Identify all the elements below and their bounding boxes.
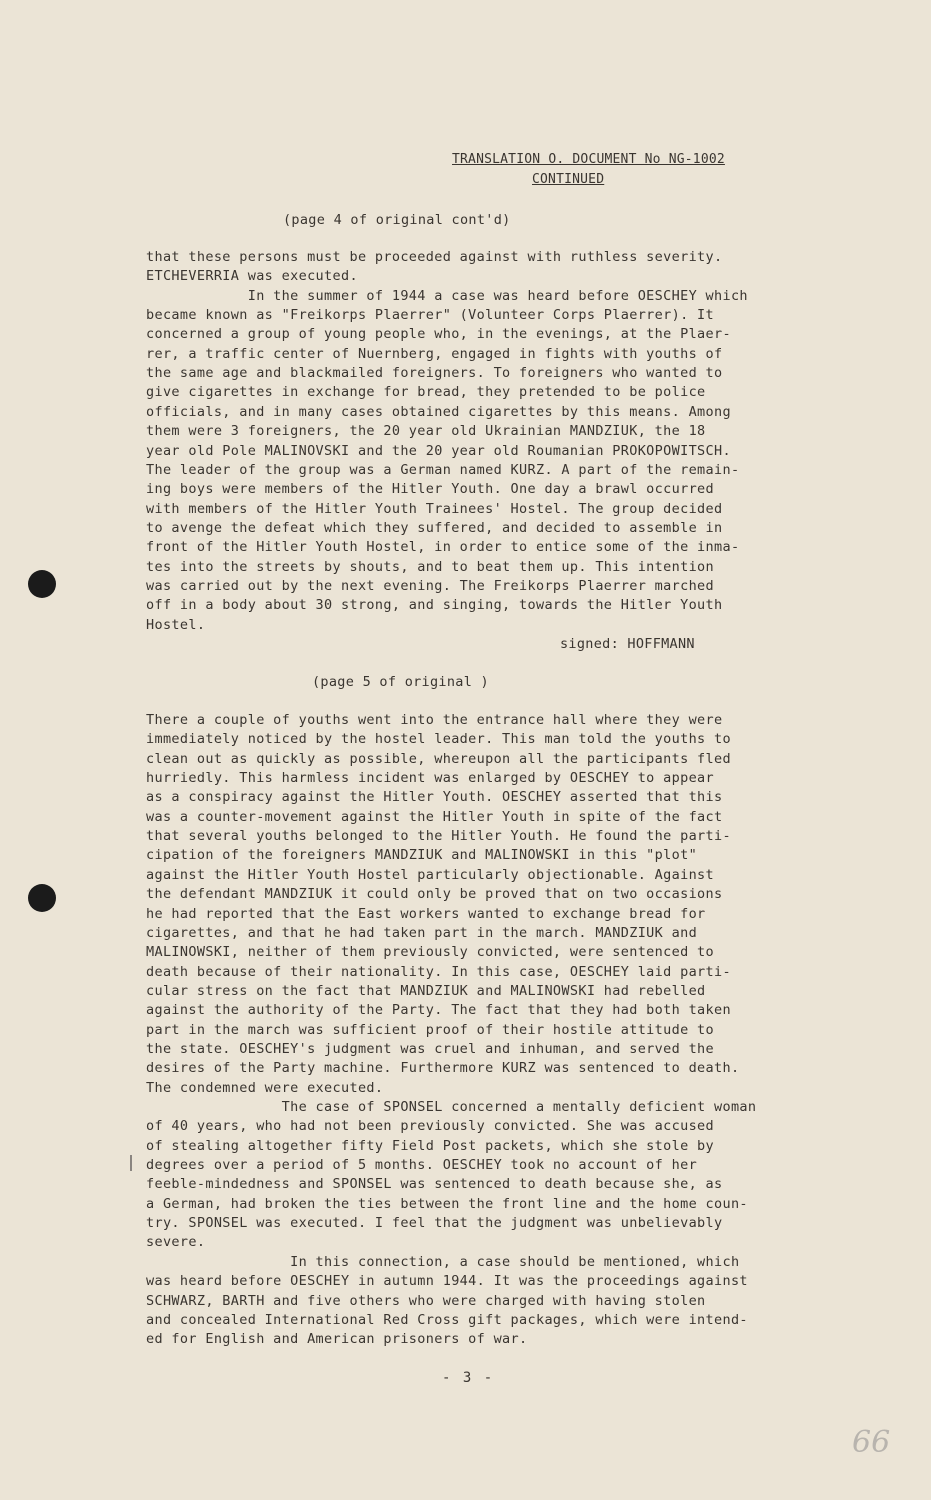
- text-line: In this connection, a case should be mentioned, which: [146, 1253, 740, 1270]
- document-header: [452, 150, 725, 190]
- margin-mark: [130, 1155, 132, 1171]
- text-line: cigarettes, and that he had taken part in the march. MANDZIUK and: [146, 924, 698, 941]
- text-line: The leader of the group was a German named KURZ. A part of the remain-: [146, 461, 740, 478]
- text-line: to avenge the defeat which they suffered, and decided to assemble in: [146, 519, 723, 536]
- text-line: desires of the Party machine. Furthermore KURZ was sentenced to death.: [146, 1060, 740, 1077]
- text-line: cular stress on the fact that MANDZIUK and MALINOWSKI had rebelled: [146, 982, 706, 999]
- text-line: rer, a traffic center of Nuernberg, engaged in fights with youths of: [146, 345, 723, 362]
- text-line: MALINOWSKI, neither of them previously convicted, were sentenced to: [146, 944, 715, 961]
- text-line: of 40 years, who had not been previously convicted. She was accused: [146, 1118, 715, 1135]
- text-line: Hostel.: [146, 616, 206, 633]
- signature: signed: HOFFMANN: [560, 636, 695, 652]
- text-line: was carried out by the next evening. The Freikorps Plaerrer marched: [146, 577, 715, 594]
- text-line: year old Pole MALINOVSKI and the 20 year old Roumanian PROKOPOWITSCH.: [146, 442, 731, 459]
- text-line: the defendant MANDZIUK it could only be proved that on two occasions: [146, 886, 723, 903]
- text-line: clean out as quickly as possible, whereupon all the participants fled: [146, 750, 731, 767]
- text-line: In the summer of 1944 a case was heard before OESCHEY which: [146, 287, 748, 304]
- text-line: death because of their nationality. In this case, OESCHEY laid parti-: [146, 963, 731, 980]
- page-5-note: (page 5 of original ): [312, 674, 489, 690]
- text-line: The condemned were executed.: [146, 1079, 384, 1096]
- text-line: ed for English and American prisoners of war.: [146, 1331, 528, 1348]
- text-line: against the Hitler Youth Hostel particularly objectionable. Against: [146, 866, 715, 883]
- text-line: that these persons must be proceeded against with ruthless severity.: [146, 249, 723, 265]
- text-line: ing boys were members of the Hitler Youth. One day a brawl occurred: [146, 481, 715, 498]
- text-line: feeble-mindedness and SPONSEL was sentenced to death because she, as: [146, 1176, 723, 1193]
- text-line: concerned a group of young people who, in the evenings, at the Plaer-: [146, 326, 731, 343]
- text-line: against the authority of the Party. The fact that they had both taken: [146, 1002, 731, 1019]
- text-line: give cigarettes in exchange for bread, they pretended to be police: [146, 384, 706, 401]
- text-line: he had reported that the East workers wanted to exchange bread for: [146, 905, 706, 922]
- header-continued: CONTINUED: [532, 172, 605, 187]
- text-line: was heard before OESCHEY in autumn 1944. It was the proceedings against: [146, 1273, 748, 1290]
- text-line: a German, had broken the ties between the front line and the home coun-: [146, 1195, 748, 1212]
- text-line: with members of the Hitler Youth Trainees' Hostel. The group decided: [146, 500, 723, 517]
- text-line: front of the Hitler Youth Hostel, in order to entice some of the inma-: [146, 539, 740, 556]
- text-line: degrees over a period of 5 months. OESCHEY took no account of her: [146, 1157, 698, 1174]
- text-line: and concealed International Red Cross gift packages, which were intend-: [146, 1311, 748, 1328]
- header-title: TRANSLATION O. DOCUMENT No NG-1002: [452, 152, 725, 167]
- text-line: became known as "Freikorps Plaerrer" (Volunteer Corps Plaerrer). It: [146, 307, 715, 324]
- text-line: ETCHEVERRIA was executed.: [146, 268, 358, 285]
- text-line: There a couple of youths went into the entrance hall where they were: [146, 712, 723, 728]
- punch-hole-icon: [28, 570, 56, 598]
- punch-hole-icon: [28, 884, 56, 912]
- archive-mark: 66: [852, 1425, 891, 1460]
- text-line: officials, and in many cases obtained cigarettes by this means. Among: [146, 403, 731, 420]
- text-line: as a conspiracy against the Hitler Youth. OESCHEY asserted that this: [146, 789, 723, 806]
- text-line: severe.: [146, 1234, 206, 1251]
- text-line: the same age and blackmailed foreigners. To foreigners who wanted to: [146, 365, 723, 382]
- text-line: immediately noticed by the hostel leader. This man told the youths to: [146, 731, 731, 748]
- text-line: them were 3 foreigners, the 20 year old Ukrainian MANDZIUK, the 18: [146, 423, 706, 440]
- text-line: The case of SPONSEL concerned a mentally deficient woman: [146, 1099, 757, 1115]
- page-number: - 3 -: [442, 1370, 495, 1386]
- text-line: part in the march was sufficient proof of their hostile attitude to: [146, 1021, 715, 1038]
- text-line: hurriedly. This harmless incident was enlarged by OESCHEY to appear: [146, 770, 715, 787]
- text-line: cipation of the foreigners MANDZIUK and MALINOWSKI in this "plot": [146, 847, 698, 864]
- text-line: off in a body about 30 strong, and singing, towards the Hitler Youth: [146, 597, 723, 614]
- text-line: that several youths belonged to the Hitler Youth. He found the parti-: [146, 828, 731, 845]
- text-line: was a counter-movement against the Hitler Youth in spite of the fact: [146, 808, 723, 825]
- text-line: the state. OESCHEY's judgment was cruel and inhuman, and served the: [146, 1040, 715, 1057]
- text-line: SCHWARZ, BARTH and five others who were charged with having stolen: [146, 1292, 706, 1309]
- page-4-note: (page 4 of original cont'd): [283, 212, 511, 228]
- text-line: try. SPONSEL was executed. I feel that the judgment was unbelievably: [146, 1215, 723, 1232]
- text-line: of stealing altogether fifty Field Post packets, which she stole by: [146, 1137, 715, 1154]
- text-line: tes into the streets by shouts, and to beat them up. This intention: [146, 558, 715, 575]
